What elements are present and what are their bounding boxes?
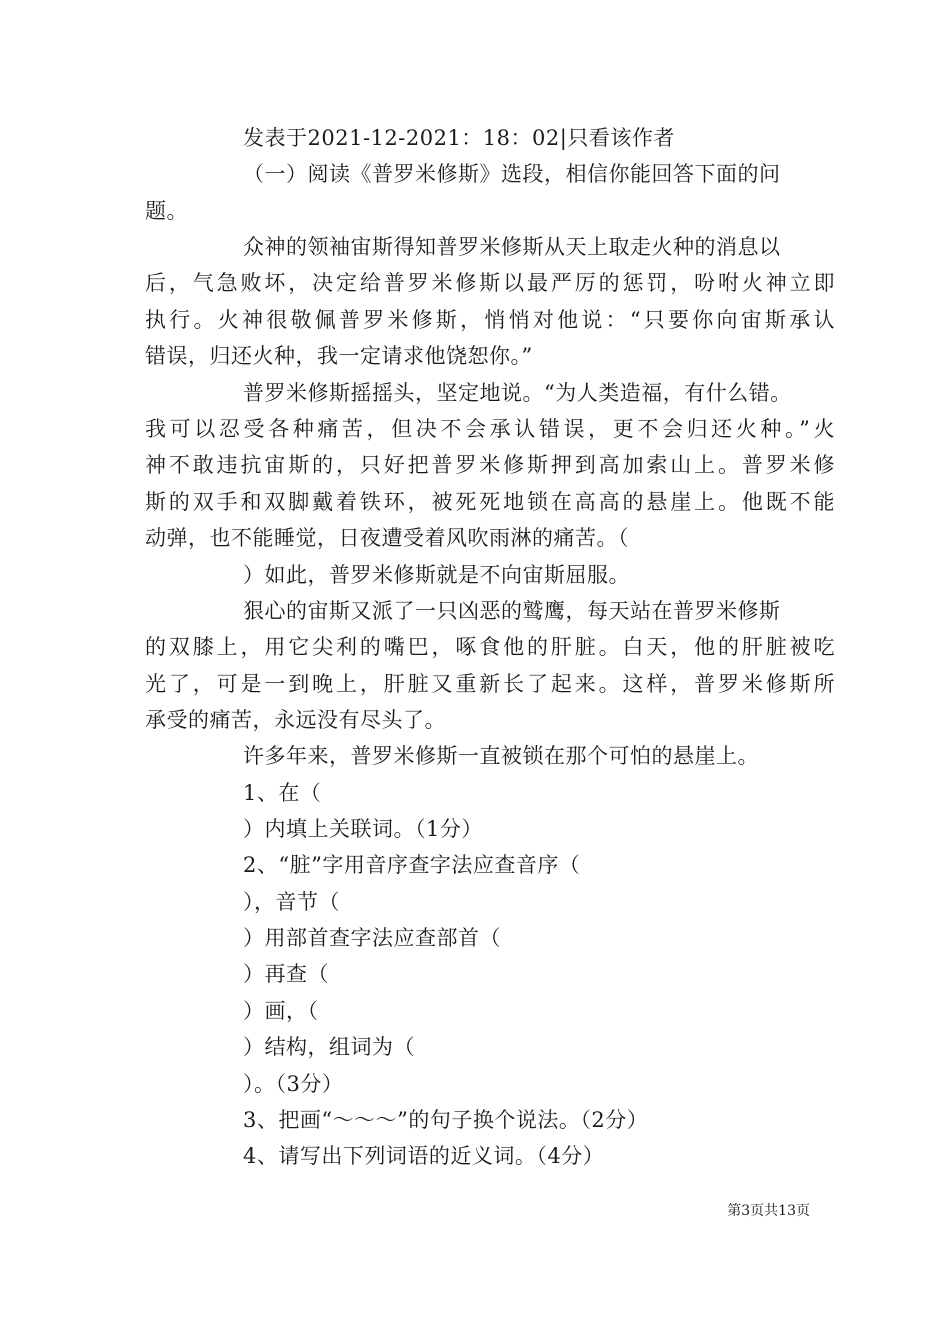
paragraph-line: 错误，归还火种，我一定请求他饶恕你。”	[145, 344, 533, 368]
question-line: ）结构，组词为（	[243, 1035, 415, 1059]
paragraph-line: ）如此，普罗米修斯就是不向宙斯屈服。	[243, 563, 630, 587]
paragraph-line: 我可以忍受各种痛苦，但决不会承认错误，更不会归还火种。”火	[145, 417, 835, 441]
paragraph-line: 神不敢违抗宙斯的，只好把普罗米修斯押到高加索山上。普罗米修	[145, 453, 835, 477]
paragraph-line: 动弹，也不能睡觉，日夜遭受着风吹雨淋的痛苦。（	[145, 526, 629, 550]
question-line: 1、在（	[243, 781, 322, 805]
question-line: 4、请写出下列词语的近义词。（4分）	[243, 1144, 605, 1168]
paragraph-line: 狠心的宙斯又派了一只凶恶的鹫鹰，每天站在普罗米修斯	[243, 599, 781, 623]
question-line: ）再查（	[243, 962, 329, 986]
text-line: 题。	[145, 199, 188, 223]
paragraph-line: 后，气急败坏，决定给普罗米修斯以最严厉的惩罚，吩咐火神立即	[145, 271, 835, 295]
paragraph-line: 普罗米修斯摇摇头，坚定地说。“为人类造福，有什么错。	[243, 381, 792, 405]
question-line: 3、把画“～～～”的句子换个说法。（2分）	[243, 1108, 649, 1132]
paragraph-line: 承受的痛苦，永远没有尽头了。	[145, 708, 446, 732]
question-line: ）用部首查字法应查部首（	[243, 926, 501, 950]
question-line: 2、“脏”字用音序查字法应查音序（	[243, 853, 581, 877]
paragraph-line: 光了，可是一到晚上，肝脏又重新长了起来。这样，普罗米修斯所	[145, 672, 835, 696]
paragraph-line: 众神的领袖宙斯得知普罗米修斯从天上取走火种的消息以	[243, 235, 781, 259]
paragraph-line: 斯的双手和双脚戴着铁环，被死死地锁在高高的悬崖上。他既不能	[145, 490, 835, 514]
question-line: ）内填上关联词。（1分）	[243, 817, 483, 841]
post-header: 发表于2021-12-2021：18：02|只看该作者	[243, 126, 675, 150]
paragraph-line: 执行。火神很敬佩普罗米修斯，悄悄对他说：“只要你向宙斯承认	[145, 308, 835, 332]
question-line: ）。（3分）	[243, 1072, 344, 1096]
paragraph-line: 的双膝上，用它尖利的嘴巴，啄食他的肝脏。白天，他的肝脏被吃	[145, 635, 835, 659]
page-footer: 第3页共13页	[727, 1203, 810, 1219]
section-intro: （一）阅读《普罗米修斯》选段，相信你能回答下面的问	[243, 162, 781, 186]
question-line: ）画，（	[243, 999, 319, 1023]
paragraph-line: 许多年来，普罗米修斯一直被锁在那个可怕的悬崖上。	[243, 744, 759, 768]
question-line: ），音节（	[243, 890, 340, 914]
